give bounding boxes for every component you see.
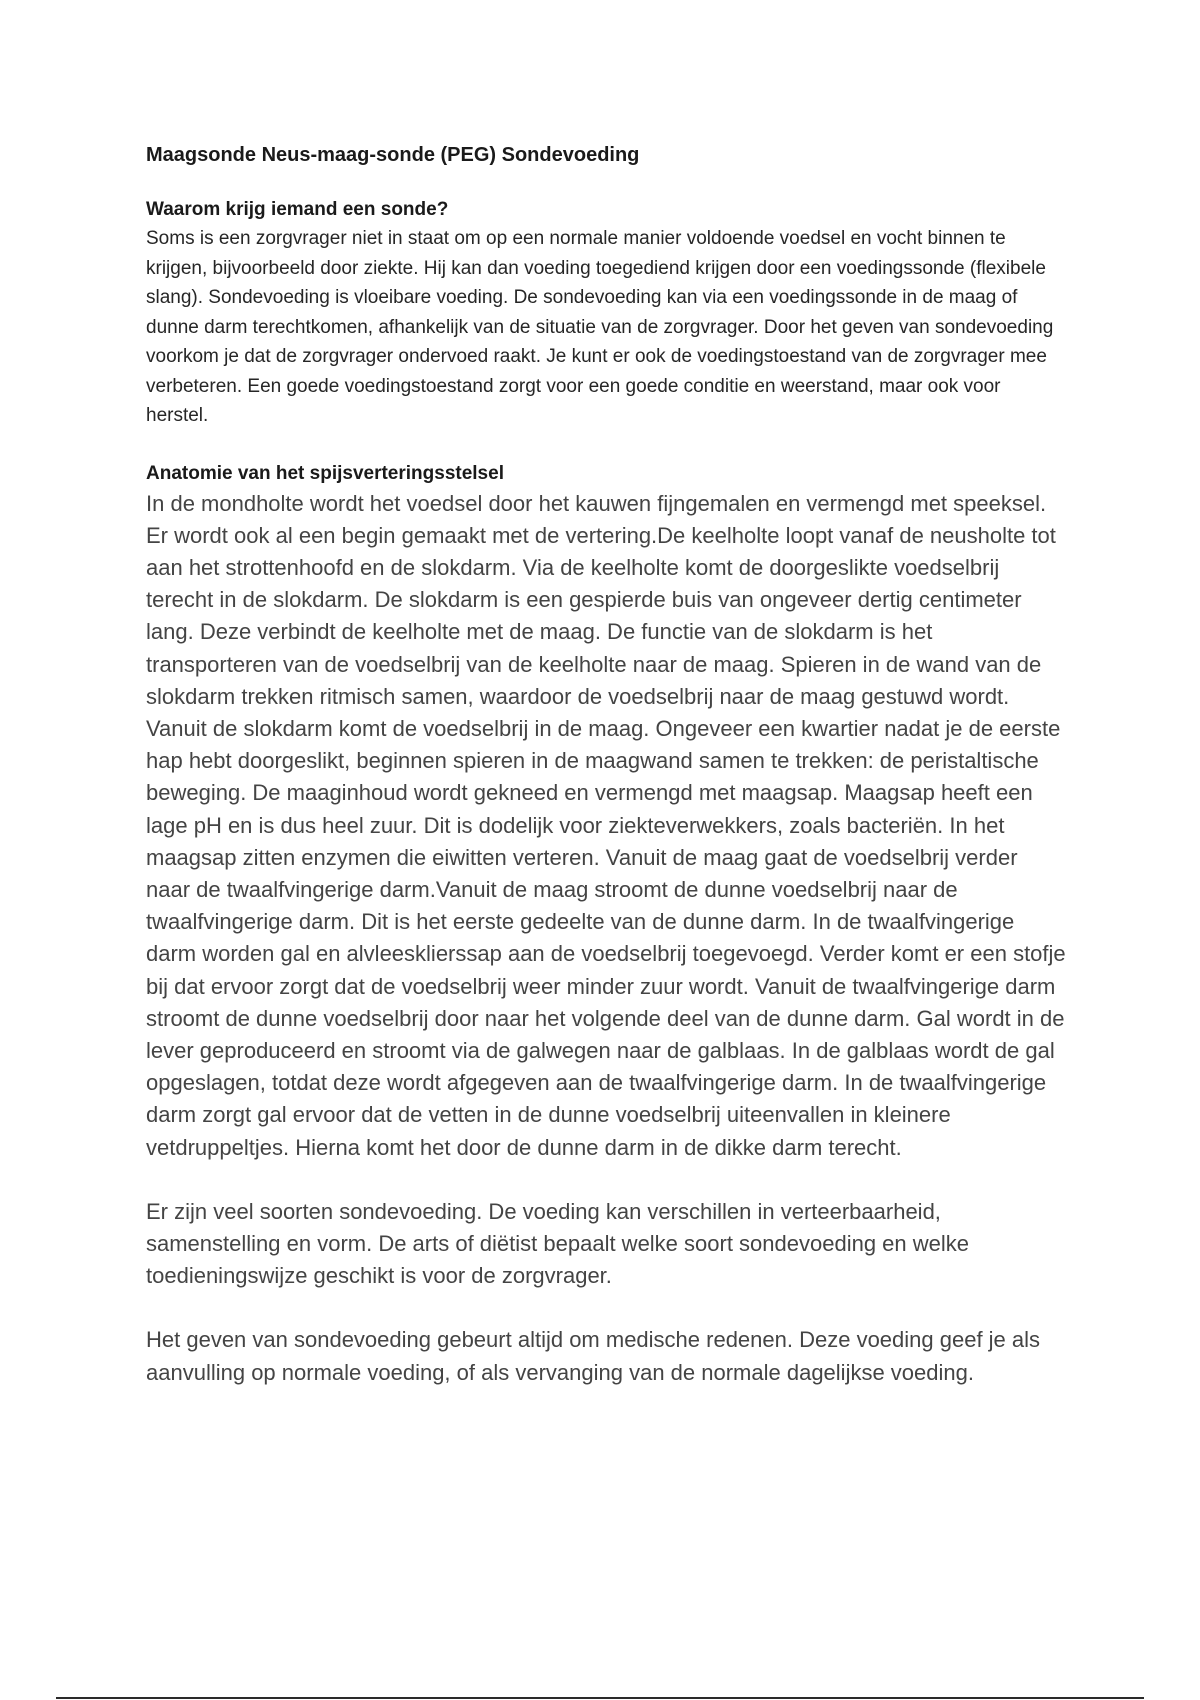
document-page: [146, 140, 1066, 1389]
paragraph-anatomy: In de mondholte wordt het voedsel door het kauwen fijngemalen en vermengd met speeksel. Er wordt ook al een begin gemaakt met de vertering.De keelholte loopt vanaf de neusholte tot aan het strottenhoofd en de slokdarm. Via de keelholte komt de doorgeslikte voedselbrij terecht in de slokdarm. De slokdarm is een gespierde buis van ongeveer dertig centimeter lang. Deze verbindt de keelholte met de maag. De functie van de slokdarm is het transporteren van de voedselbrij van de keelholte naar de maag. Spieren in de wand van de slokdarm trekken ritmisch samen, waardoor de voedselbrij naar de maag gestuwd wordt. Vanuit de slokdarm komt de voedselbrij in de maag. Ongeveer een kwartier nadat je de eerste hap hebt doorgeslikt, beginnen spieren in de maagwand samen te trekken: de peristaltische beweging. De maaginhoud wordt gekneed en vermengd met maagsap. Maagsap heeft een lage pH en is dus heel zuur. Dit is dodelijk voor ziekteverwekkers, zoals bacteriën. In het maagsap zitten enzymen die eiwitten verteren. Vanuit de maag gaat de voedselbrij verder naar de twaalfvingerige darm.Vanuit de maag stroomt de dunne voedselbrij naar de twaalfvingerige darm. Dit is het eerste gedeelte van de dunne darm. In de twaalfvingerige darm worden gal en alvleesklierssap aan de voedselbrij toegevoegd. Verder komt er een stofje bij dat ervoor zorgt dat de voedselbrij weer minder zuur wordt. Vanuit de twaalfvingerige darm stroomt de dunne voedselbrij door naar het volgende deel van de dunne darm. Gal wordt in de lever geproduceerd en stroomt via de galwegen naar de galblaas. In de galblaas wordt de gal opgeslagen, totdat deze wordt afgegeven aan de twaalfvingerige darm. In de twaalfvingerige darm zorgt gal ervoor dat de vetten in de dunne voedselbrij uiteenvallen in kleinere vetdruppeltjes. Hierna komt het door de dunne darm in de dikke darm terecht.: [146, 490, 1066, 1160]
section-heading-anatomy: Anatomie van het spijsverteringsstelsel: [146, 462, 504, 484]
paragraph-medical-reasons: Het geven van sondevoeding gebeurt altijd om medische redenen. Deze voeding geef je als aanvulling op normale voeding, of als vervanging van de normale dagelijkse voeding.: [146, 1327, 1041, 1385]
paragraph-why-tube: Soms is een zorgvrager niet in staat om op een normale manier voldoende voedsel en vocht binnen te krijgen, bijvoorbeeld door ziekte. Hij kan dan voeding toegediend krijgen door een voedingssonde (flexibele slang). Sondevoeding is vloeibare voeding. De sondevoeding kan via een voedingssonde in de maag of dunne darm terechtkomen, afhankelijk van de situatie van de zorgvrager. Door het geven van sondevoeding voorkom je dat de zorgvrager ondervoed raakt. Je kunt er ook de voedingstoestand van de zorgvrager mee verbeteren. Een goede voedingstoestand zorgt voor een goede conditie en weerstand, maar ook voor herstel.: [146, 228, 1054, 426]
paragraph-types-tube-feeding: Er zijn veel soorten sondevoeding. De voeding kan verschillen in verteerbaarheid, samenstelling en vorm. De arts of diëtist bepaalt welke soort sondevoeding en welke toedieningswijze geschikt is voor de zorgvrager.: [146, 1198, 970, 1289]
page-bottom-divider: [56, 1697, 1144, 1699]
section-heading-why-tube: Waarom krijg iemand een sonde?: [146, 199, 449, 220]
document-title: Maagsonde Neus-maag-sonde (PEG) Sondevoeding: [146, 144, 640, 166]
